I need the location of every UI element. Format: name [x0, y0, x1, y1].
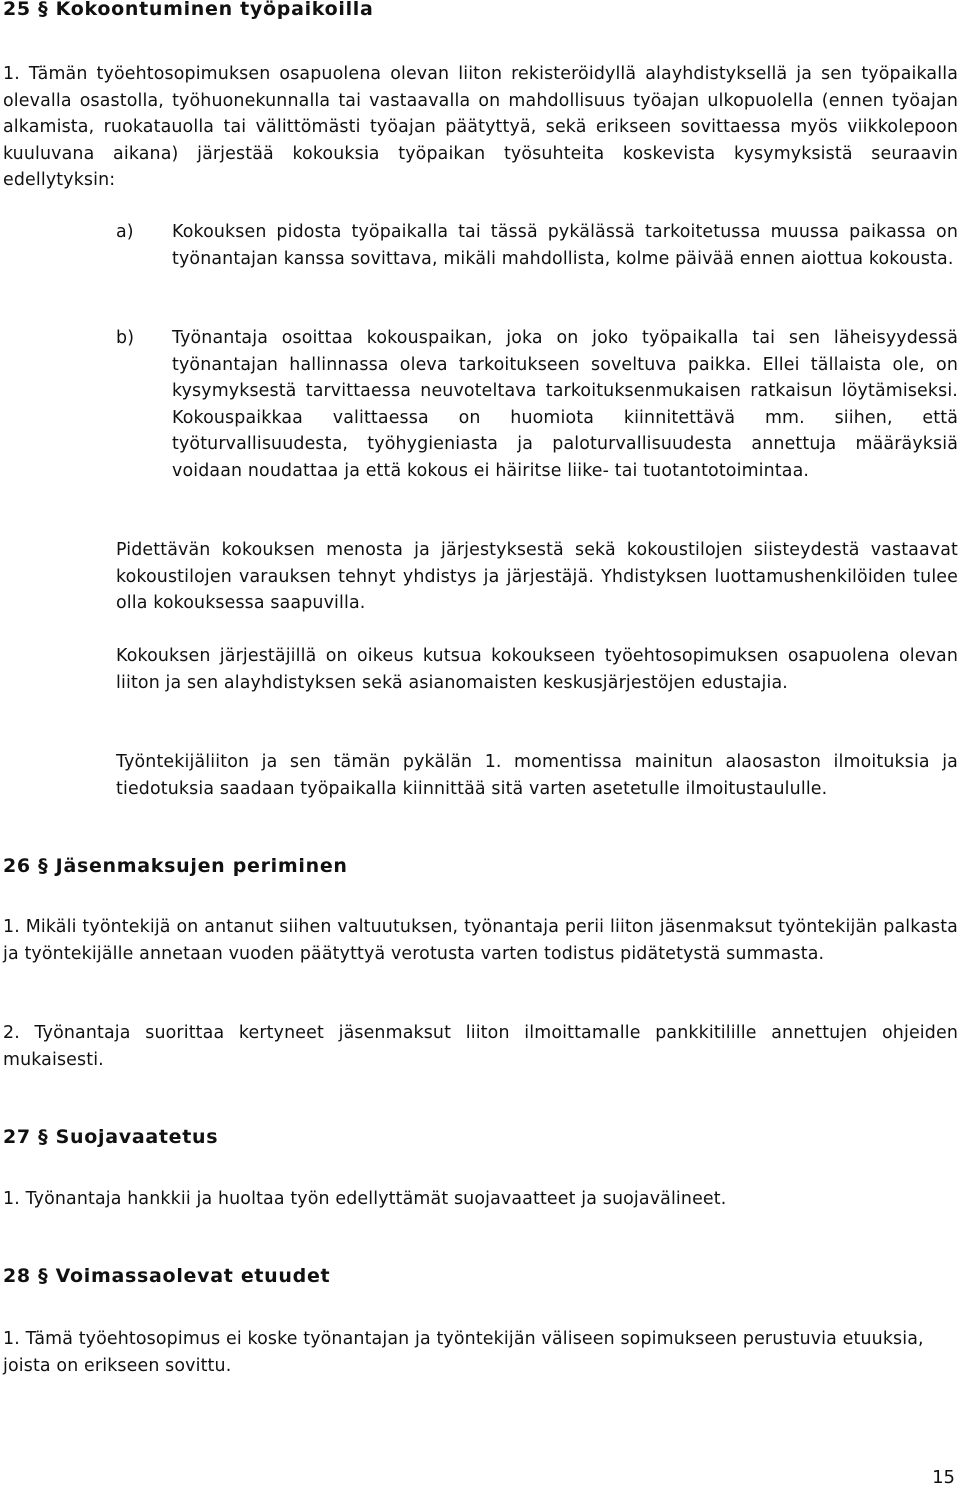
- heading-text: 26 § Jäsenmaksujen periminen: [3, 855, 348, 877]
- list-item-a: [116, 219, 958, 272]
- section-25-paragraph-pidettavan: [116, 537, 958, 617]
- list-text-b: Työnantaja osoittaa kokouspaikan, joka on joko työpaikalla tai sen läheisyydessä työnantajan hallinnassa oleva tarkoitukseen soveltuva paikka. Ellei tällaista ole, on kysymyksestä tarvittaessa neuvoteltava tarkoituksenmukaisen ratkaisun löytämiseksi. Kokouspaikkaa valittaessa on huomiota kiinnitettävä mm. siihen, että työturvallisuudesta, työhygieniasta ja paloturvallisuudesta annettuja määräyksiä voidaan noudattaa ja että kokous ei häiritse liike- tai tuotantotoimintaa.: [172, 328, 958, 481]
- section-25-paragraph-ilmoitukset: [116, 749, 958, 802]
- heading-text: 27 § Suojavaatetus: [3, 1126, 219, 1148]
- section-26-heading: [3, 855, 958, 877]
- list-text-a: Kokouksen pidosta työpaikalla tai tässä pykälässä tarkoitetussa muussa paikassa on työnantajan kanssa sovittava, mikäli mahdollista, kolme päivää ennen aiottua kokousta.: [172, 222, 958, 269]
- section-26-paragraph-2: [3, 1020, 958, 1073]
- section-27-paragraph-1: [3, 1186, 958, 1213]
- paragraph-text: Pidettävän kokouksen menosta ja järjestyksestä sekä kokoustilojen siisteydestä vastaavat kokoustilojen varauksen tehnyt yhdistys ja järjestäjä. Yhdistyksen luottamushenkilöiden tulee olla kokouksessa saapuvilla.: [116, 540, 958, 613]
- paragraph-text: 2. Työnantaja suorittaa kertyneet jäsenmaksut liiton ilmoittamalle pankkitilille annettujen ohjeiden mukaisesti.: [3, 1023, 958, 1070]
- heading-text: 28 § Voimassaolevat etuudet: [3, 1265, 331, 1287]
- paragraph-text: 1. Tämän työehtosopimuksen osapuolena olevan liiton rekisteröidyllä alayhdistyksellä ja sen työpaikalla olevalla osastolla, työhuonekunnalla tai vastaavalla on mahdollisuus työajan ulkopuolella (ennen työajan alkamista, ruokatauolla tai välittömästi työajan päätyttyä, sekä erikseen sovittaessa myös viikkolepoon kuuluvana aikana) järjestää kokouksia työpaikan työsuhteita koskevista kysymyksistä seuraavin edellytyksin:: [3, 64, 958, 190]
- section-28-paragraph-1: [3, 1326, 958, 1379]
- section-25-paragraph-jarjestajilla: [116, 643, 958, 696]
- section-26-paragraph-1: [3, 914, 958, 967]
- paragraph-text: Työntekijäliiton ja sen tämän pykälän 1. momentissa mainitun alaosaston ilmoituksia ja tiedotuksia saadaan työpaikalla kiinnittää sitä varten asetetulle ilmoitustaululle.: [116, 752, 958, 799]
- paragraph-text: Kokouksen järjestäjillä on oikeus kutsua kokoukseen työehtosopimuksen osapuolena olevan liiton ja sen alayhdistyksen sekä asianomaisten keskusjärjestöjen edustajia.: [116, 646, 958, 693]
- list-label-a: a): [116, 222, 134, 242]
- list-label-b: b): [116, 328, 135, 348]
- paragraph-text: 1. Tämä työehtosopimus ei koske työnantajan ja työntekijän väliseen sopimukseen perustuvia etuuksia, joista on erikseen sovittu.: [3, 1329, 924, 1376]
- section-28-heading: [3, 1265, 958, 1287]
- section-25-paragraph-1: [3, 61, 958, 194]
- page-number: 15: [932, 1467, 955, 1488]
- list-item-b: [116, 325, 958, 484]
- section-25-heading: [3, 0, 958, 20]
- paragraph-text: 1. Työnantaja hankkii ja huoltaa työn edellyttämät suojavaatteet ja suojavälineet.: [3, 1189, 727, 1209]
- paragraph-text: 1. Mikäli työntekijä on antanut siihen valtuutuksen, työnantaja perii liiton jäsenmaksut työntekijän palkasta ja työntekijälle annetaan vuoden päätyttyä verotusta varten todistus pidätetystä summasta.: [3, 917, 958, 964]
- section-27-heading: [3, 1126, 958, 1148]
- heading-text: 25 § Kokoontuminen työpaikoilla: [3, 0, 374, 20]
